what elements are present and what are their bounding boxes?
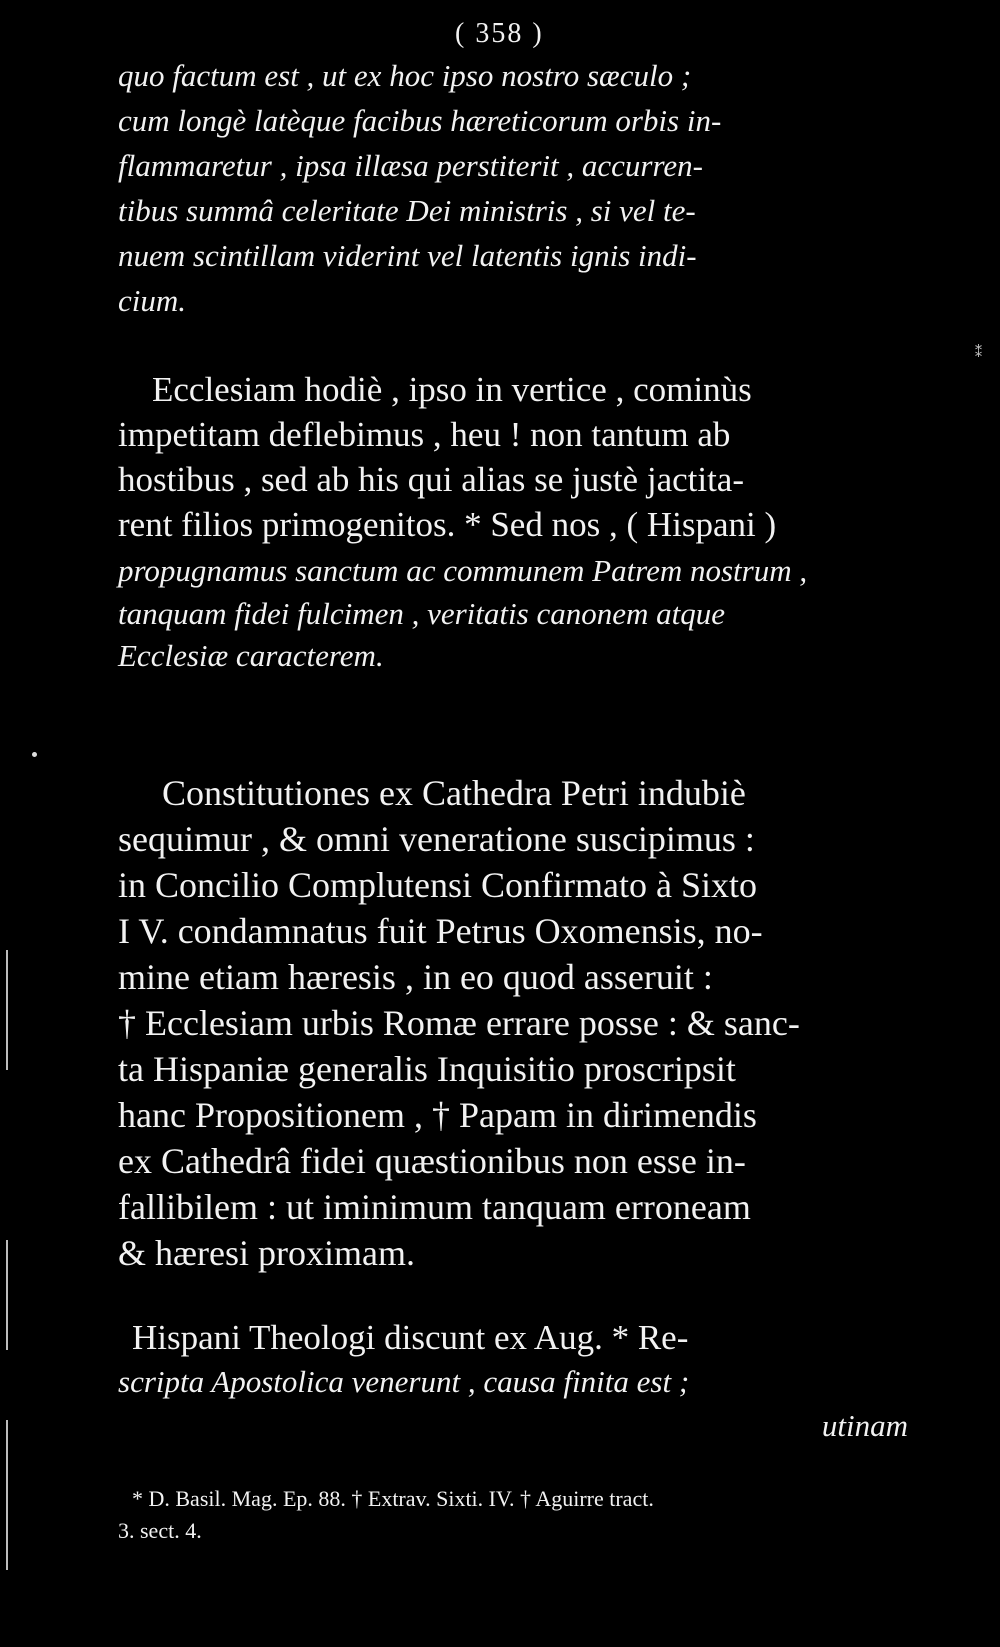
text-line: cum longè latèque facibus hæreticorum orbis in- bbox=[118, 103, 722, 138]
text-line: impetitam deflebimus , heu ! non tantum ab bbox=[118, 415, 731, 454]
text-line: † Ecclesiam urbis Romæ errare posse : & sanc- bbox=[118, 1003, 800, 1043]
text-line: fallibilem : ut iminimum tanquam erroneam bbox=[118, 1187, 751, 1227]
footnote-line: * D. Basil. Mag. Ep. 88. † Extrav. Sixti. IV. † Aguirre tract. bbox=[132, 1486, 654, 1511]
text-line: I V. condamnatus fuit Petrus Oxomensis, no- bbox=[118, 911, 763, 951]
text-line: sequimur , & omni veneratione suscipimus : bbox=[118, 819, 755, 859]
text-line: propugnamus sanctum ac communem Patrem nostrum , bbox=[118, 553, 808, 588]
text-line: ex Cathedrâ fidei quæstionibus non esse in- bbox=[118, 1141, 746, 1181]
text-line: Constitutiones ex Cathedra Petri indubiè bbox=[162, 773, 746, 813]
text-line: tanquam fidei fulcimen , veritatis canonem atque bbox=[118, 596, 725, 631]
text-line: cium. bbox=[118, 283, 187, 318]
text-line: quo factum est , ut ex hoc ipso nostro sæculo ; bbox=[118, 58, 692, 93]
text-line: hostibus , sed ab his qui alias se justè jactita- bbox=[118, 460, 745, 499]
text-line: flammaretur , ipsa illæsa perstiterit , accurren- bbox=[118, 148, 703, 183]
text-line: Ecclesiæ caracterem. bbox=[118, 638, 384, 673]
page-edge-mark bbox=[6, 950, 8, 1070]
page-number: ( 358 ) bbox=[455, 18, 544, 49]
scan-speck bbox=[32, 752, 37, 757]
catchword: utinam bbox=[821, 1408, 908, 1443]
text-line: in Concilio Complutensi Confirmato à Sixto bbox=[118, 865, 757, 905]
text-line: hanc Propositionem , † Papam in dirimendis bbox=[118, 1095, 757, 1135]
footnote-line: 3. sect. 4. bbox=[118, 1518, 202, 1543]
text-line: nuem scintillam viderint vel latentis ignis indi- bbox=[118, 238, 697, 273]
page-edge-mark bbox=[6, 1420, 8, 1570]
text-line: rent filios primogenitos. * Sed nos , ( Hispani ) bbox=[118, 505, 777, 544]
text-line: mine etiam hæresis , in eo quod asseruit : bbox=[118, 957, 713, 997]
text-line: Ecclesiam hodiè , ipso in vertice , cominùs bbox=[152, 370, 752, 409]
text-line: scripta Apostolica venerunt , causa finita est ; bbox=[118, 1364, 690, 1399]
text-line: ta Hispaniæ generalis Inquisitio proscripsit bbox=[118, 1049, 736, 1089]
text-line: tibus summâ celeritate Dei ministris , si vel te- bbox=[118, 193, 696, 228]
text-line: & hæresi proximam. bbox=[118, 1233, 415, 1273]
page-edge-mark bbox=[6, 1240, 8, 1350]
scan-speck: ⁑ bbox=[975, 346, 982, 361]
text-line: Hispani Theologi discunt ex Aug. * Re- bbox=[132, 1318, 689, 1357]
